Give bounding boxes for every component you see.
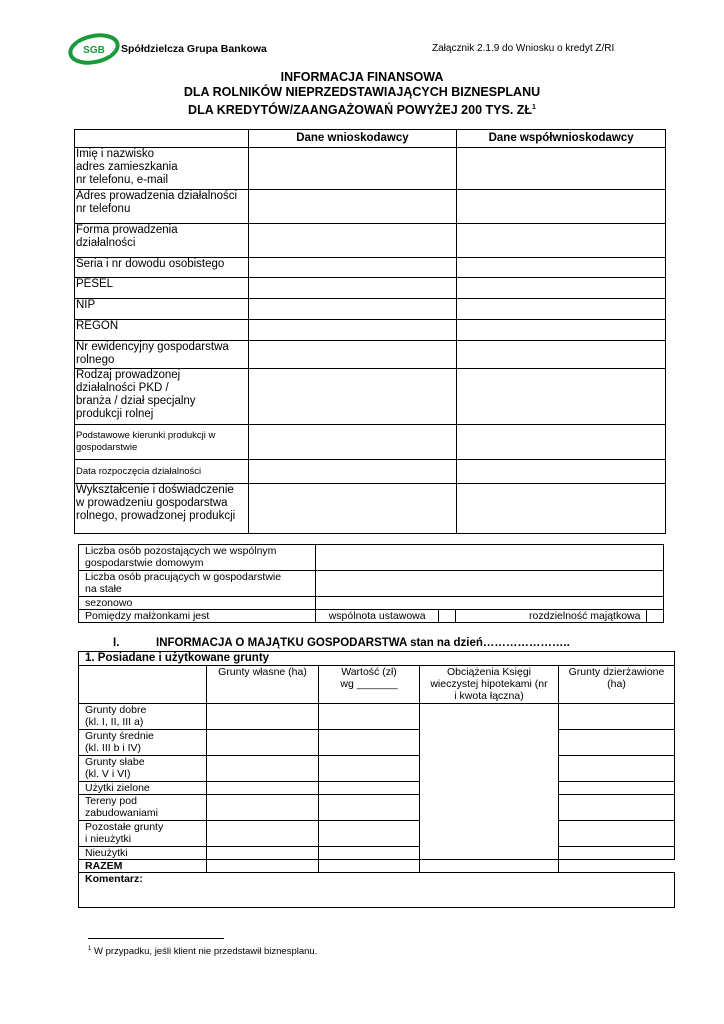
applicant-value[interactable] [248,299,457,320]
brand-name: Spółdzielcza Grupa Bankowa [121,43,267,55]
option-joint-property: wspólnota ustawowa [315,610,439,623]
applicant-value[interactable] [248,190,457,224]
sgb-logo [68,33,120,70]
section-title: INFORMACJA O MAJĄTKU GOSPODARSTWA stan na dzień………………….. [156,637,570,649]
mortgage-value[interactable] [420,704,559,860]
applicant-row-label: Data rozpoczęcia działalności [75,460,249,484]
title-line-1: INFORMACJA FINANSOWA [280,70,444,84]
col-leased-land: Grunty dzierżawione (ha) [559,666,675,704]
total-leased-land[interactable] [420,860,559,873]
own-land-value[interactable] [207,782,319,795]
coapplicant-value[interactable] [457,320,666,341]
land-row [79,756,675,782]
applicant-row [75,258,666,278]
household-members-label: Liczba osób pozostających we wspólnym gospodarstwie domowym [79,545,316,571]
total-own-land[interactable] [207,860,319,873]
header-applicant: Dane wnioskodawcy [248,130,457,148]
applicant-row [75,299,666,320]
own-land-value[interactable] [207,756,319,782]
header-coapplicant: Dane współwnioskodawcy [457,130,666,148]
land-value[interactable] [319,730,420,756]
land-table [78,651,675,908]
applicant-value[interactable] [248,341,457,369]
col-mortgage: Obciążenia Księgi wieczystej hipotekami (nr i kwota łączna) [420,666,559,704]
coapplicant-value[interactable] [457,425,666,460]
annex-label: Załącznik 2.1.9 do Wniosku o kredyt Z/RI [432,43,615,54]
applicant-row-label: PESEL [75,278,249,299]
applicant-row-label: Wykształcenie i doświadczenie w prowadzeniu gospodarstwa rolnego, prowadzonej produkcji [75,484,249,534]
land-row [79,847,675,860]
land-row [79,795,675,821]
title-line-2: DLA ROLNIKÓW NIEPRZEDSTAWIAJĄCYCH BIZNESPLANU [183,85,541,99]
coapplicant-value[interactable] [457,369,666,425]
coapplicant-value[interactable] [457,460,666,484]
leased-land-value[interactable] [559,782,675,795]
section-number: I. [113,637,120,649]
land-value[interactable] [319,795,420,821]
coapplicant-value[interactable] [457,190,666,224]
leased-land-value[interactable] [559,704,675,730]
applicant-value[interactable] [248,484,457,534]
land-value[interactable] [319,847,420,860]
svg-text:SGB: SGB [83,45,105,56]
applicant-row-label: Adres prowadzenia działalności nr telefonu [75,190,249,224]
land-value[interactable] [319,756,420,782]
land-row [79,782,675,795]
land-row-label: Grunty dobre (kl. I, II, III a) [79,704,207,730]
land-subtitle: 1. Posiadane i użytkowane grunty [79,652,675,666]
own-land-value[interactable] [207,704,319,730]
applicant-row [75,460,666,484]
own-land-value[interactable] [207,795,319,821]
coapplicant-value[interactable] [457,224,666,258]
applicant-value[interactable] [248,460,457,484]
checkbox-joint-property[interactable] [439,610,455,623]
applicant-value[interactable] [248,320,457,341]
coapplicant-value[interactable] [457,341,666,369]
land-total-label: RAZEM [79,860,207,873]
applicant-value[interactable] [248,148,457,190]
title-line-3: DLA KREDYTÓW/ZAANGAŻOWAŃ POWYŻEJ 200 TYS. $ZŁ^1$ [188,103,536,118]
option-separate-property: rozdzielność majątkowa [455,610,647,623]
seasonal-workers-value[interactable] [315,597,663,610]
applicant-row-label: Imię i nazwisko adres zamieszkania nr telefonu, e-mail [75,148,249,190]
applicant-row [75,190,666,224]
permanent-workers-value[interactable] [315,571,663,597]
applicant-value[interactable] [248,278,457,299]
applicant-row-label: Seria i nr dowodu osobistego [75,258,249,278]
coapplicant-value[interactable] [457,484,666,534]
own-land-value[interactable] [207,730,319,756]
own-land-value[interactable] [207,821,319,847]
marital-property-label: Pomiędzy małżonkami jest [79,610,316,623]
applicant-value[interactable] [248,224,457,258]
leased-land-value[interactable] [559,730,675,756]
land-row-label: Nieużytki [79,847,207,860]
col-value: Wartość (zł) wg _______ [319,666,420,704]
own-land-value[interactable] [207,847,319,860]
coapplicant-value[interactable] [457,258,666,278]
applicant-row-label: Nr ewidencyjny gospodarstwa rolnego [75,341,249,369]
applicant-row-label: Forma prowadzenia działalności [75,224,249,258]
land-value[interactable] [319,704,420,730]
applicant-row-label: REGON [75,320,249,341]
footnote: $^1$ W przypadku, jeśli klient nie przedstawił biznesplanu. [88,946,318,958]
applicant-row-label: Rodzaj prowadzonej działalności PKD / branża / dział specjalny produkcji rolnej [75,369,249,425]
land-row [79,704,675,730]
permanent-workers-label: Liczba osób pracujących w gospodarstwie na stałe [79,571,316,597]
applicant-row [75,278,666,299]
land-row [79,821,675,847]
land-row-label: Tereny pod zabudowaniami [79,795,207,821]
footnote-mark: 1 [532,104,536,111]
header-empty [75,130,249,148]
land-value[interactable] [319,821,420,847]
household-table [78,544,664,623]
comment-field[interactable]: Komentarz: [79,873,675,908]
checkbox-separate-property[interactable] [647,610,664,623]
applicant-row [75,484,666,534]
applicant-row [75,224,666,258]
col-own-land: Grunty własne (ha) [207,666,319,704]
land-row [79,730,675,756]
land-header-empty [79,666,207,704]
applicant-row [75,341,666,369]
footnote-separator [88,938,224,939]
applicant-value[interactable] [248,258,457,278]
leased-land-value[interactable] [559,795,675,821]
land-row-label: Grunty słabe (kl. V i VI) [79,756,207,782]
seasonal-workers-label: sezonowo [79,597,316,610]
applicant-row [75,320,666,341]
total-value[interactable] [319,860,420,873]
leased-land-value[interactable] [559,821,675,847]
land-row-label: Pozostałe grunty i nieużytki [79,821,207,847]
applicant-row [75,148,666,190]
applicant-row [75,369,666,425]
land-value[interactable] [319,782,420,795]
land-row-label: Użytki zielone [79,782,207,795]
leased-land-value[interactable] [559,756,675,782]
applicant-row-label: NIP [75,299,249,320]
coapplicant-value[interactable] [457,148,666,190]
leased-land-value[interactable] [559,847,675,860]
household-members-value[interactable] [315,545,663,571]
land-row-label: Grunty średnie (kl. III b i IV) [79,730,207,756]
applicant-value[interactable] [248,369,457,425]
coapplicant-value[interactable] [457,278,666,299]
applicant-row-label: Podstawowe kierunki produkcji w gospodarstwie [75,425,249,460]
applicant-row [75,425,666,460]
applicant-table [74,129,666,534]
applicant-value[interactable] [248,425,457,460]
coapplicant-value[interactable] [457,299,666,320]
